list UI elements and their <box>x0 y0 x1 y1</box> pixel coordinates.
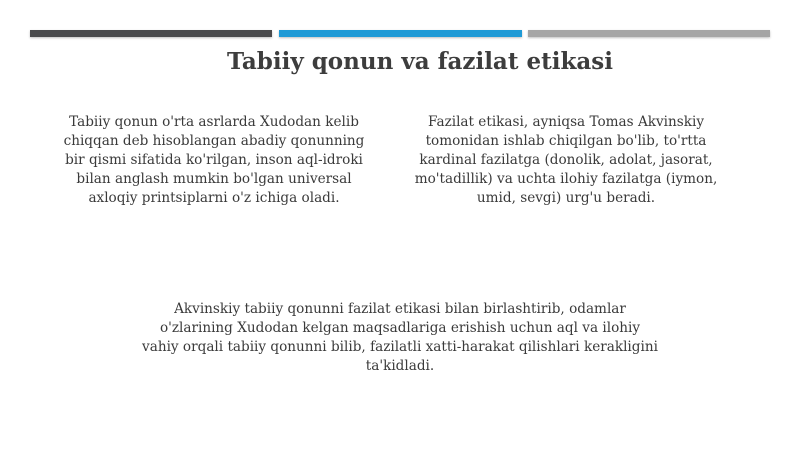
accent-bar-gray <box>528 30 770 37</box>
accent-bar-blue <box>279 30 522 37</box>
paragraph-virtue-ethics: Fazilat etikasi, ayniqsa Tomas Akvinskiy tomonidan ishlab chiqilgan bo'lib, to'rtta kardinal fazilatga (donolik, adolat, jasorat, mo'tadillik) va uchta ilohiy fazilatga (iymon, umid, sevgi) urg'u beradi. <box>414 114 718 206</box>
accent-bar-dark <box>30 30 272 37</box>
slide-title: Tabiiy qonun va fazilat etikasi <box>226 48 613 75</box>
paragraph-synthesis: Akvinskiy tabiiy qonunni fazilat etikasi bilan birlashtirib, odamlar o'zlarining Xudodan kelgan maqsadlariga erishish uchun aql va ilohiy vahiy orqali tabiiy qonunni bilib, fazilatli xatti-harakat qilishlari kerakligini ta'kidladi. <box>142 301 658 374</box>
paragraph-natural-law: Tabiiy qonun o'rta asrlarda Xudodan kelib chiqqan deb hisoblangan abadiy qonunning bir qismi sifatida ko'rilgan, inson aql-idroki bilan anglash mumkin bo'lgan universal axloqiy printsiplarni o'z ichiga oladi. <box>63 114 365 206</box>
